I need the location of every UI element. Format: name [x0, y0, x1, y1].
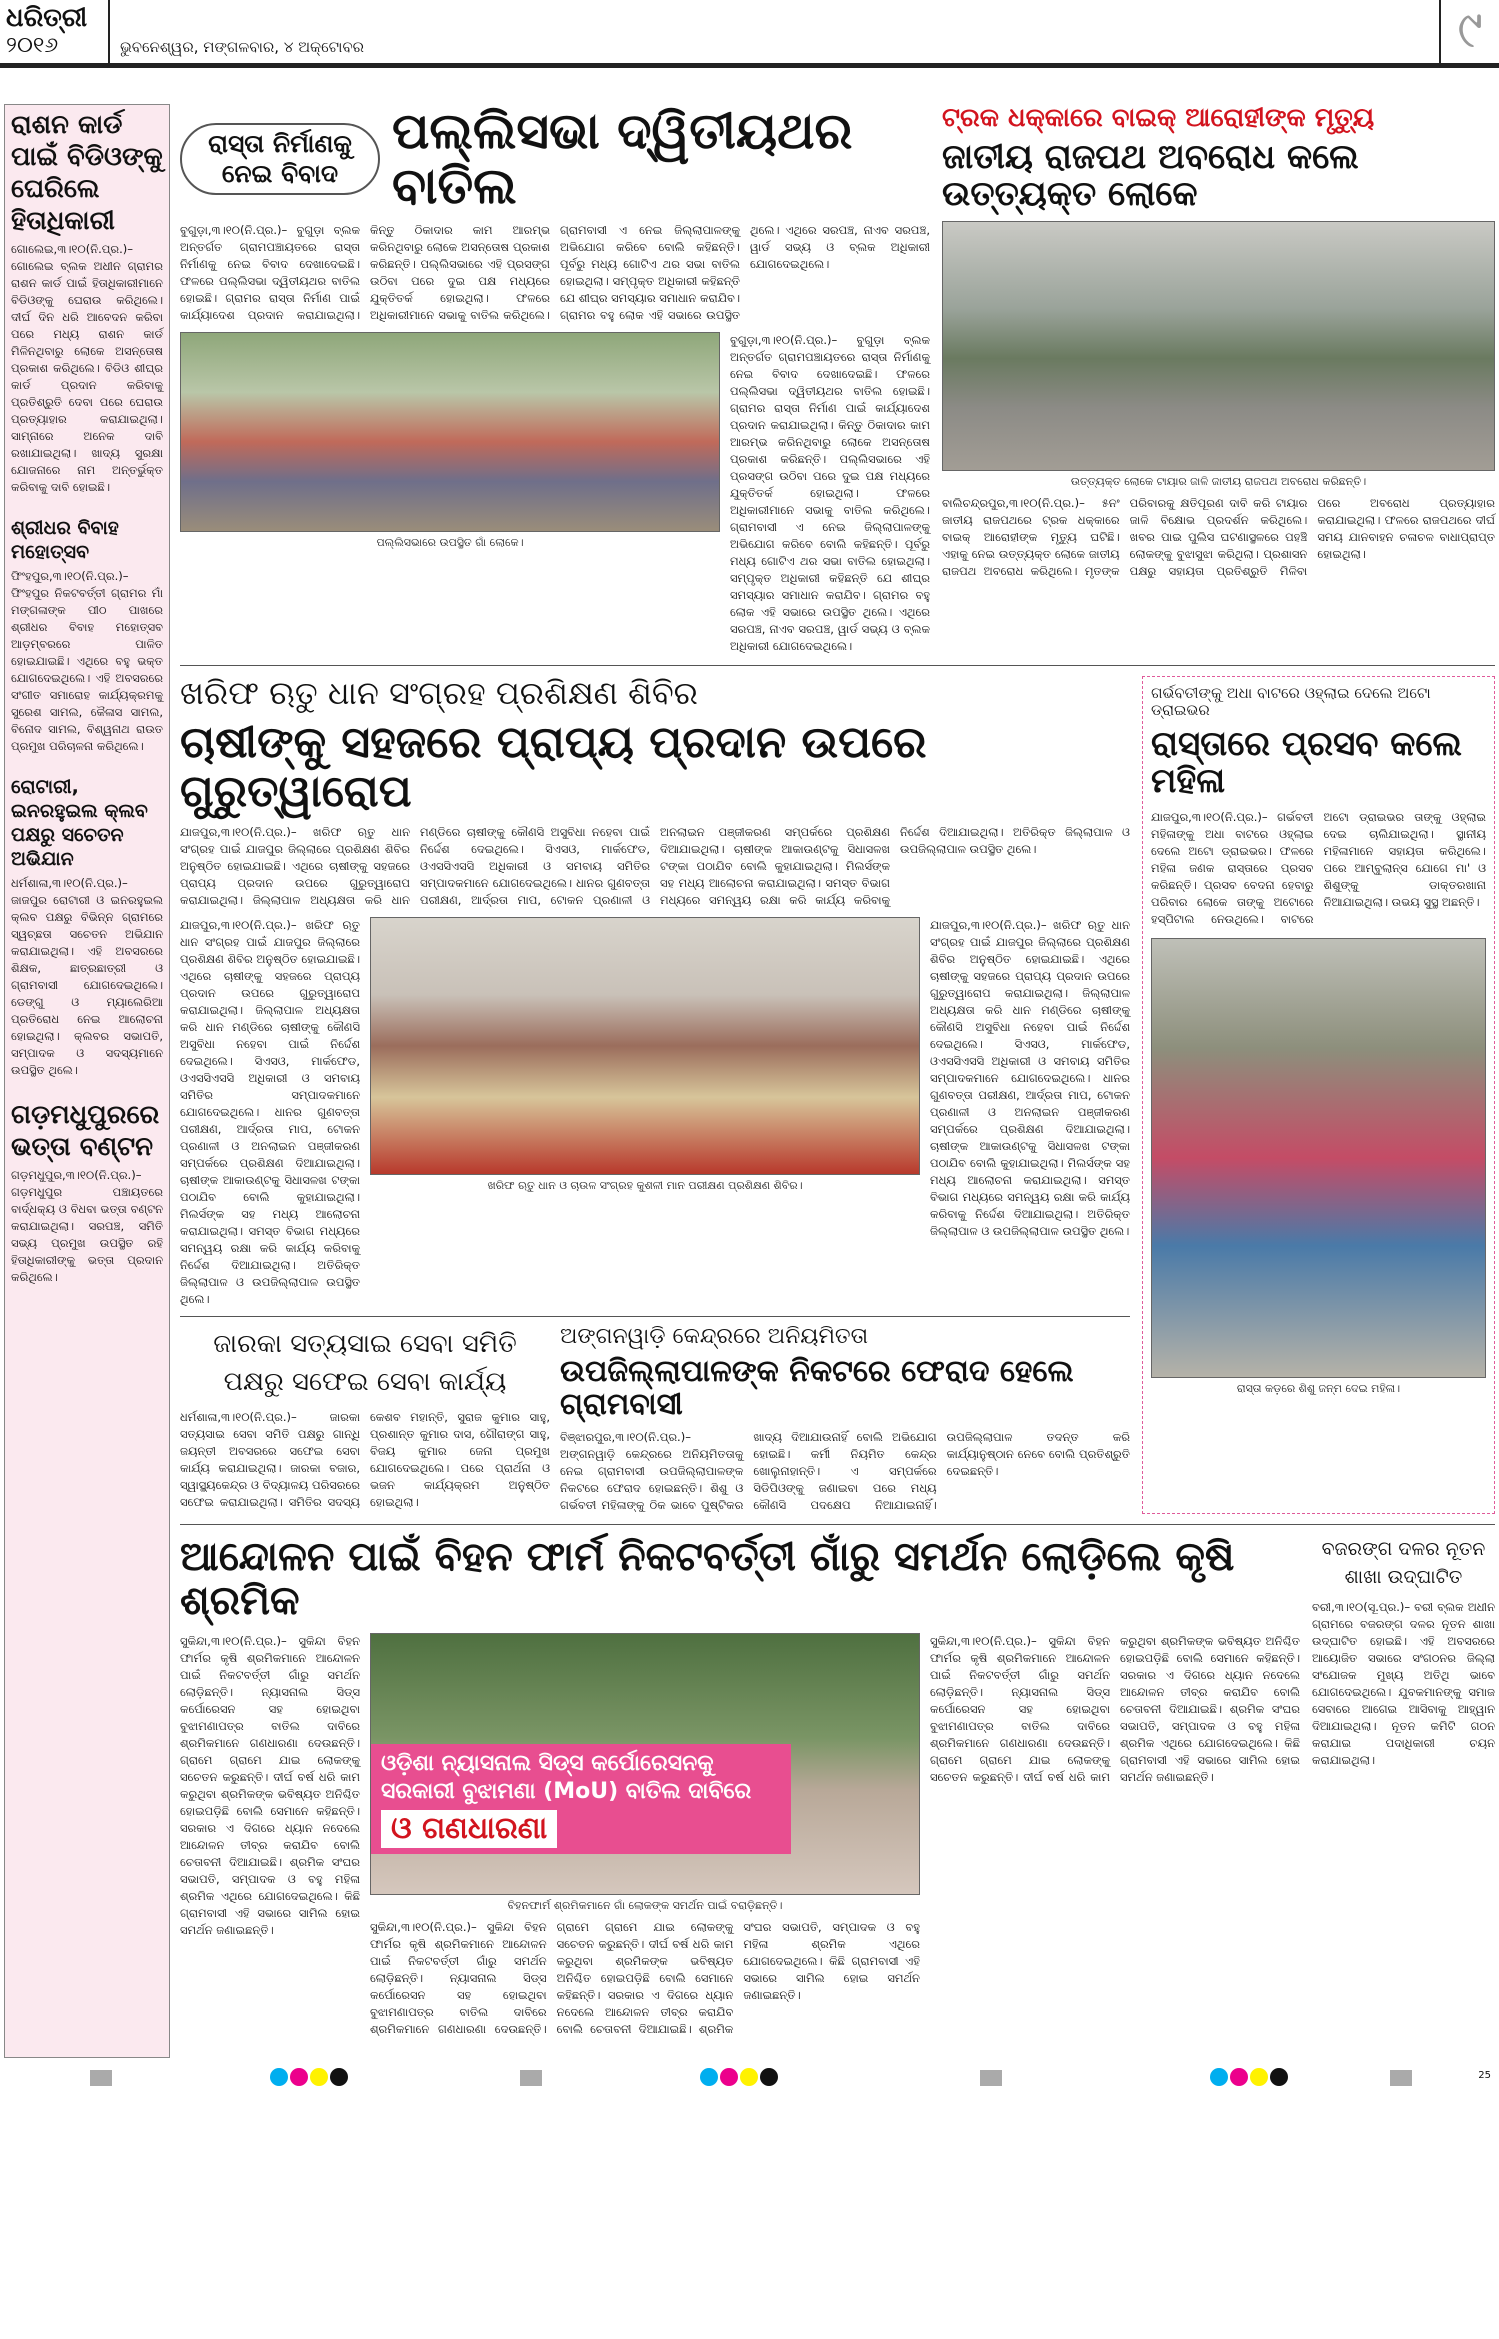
- story-body-cont: ସୁକିନ୍ଦା,୩।୧୦(ନି.ପ୍ର.)– ସୁକିନ୍ଦା ବିହନ ଫାର୍ମର କୃଷି ଶ୍ରମିକମାନେ ଆନ୍ଦୋଳନ ପାଇଁ ନିକଟବର୍ତ୍ତୀ ଗାଁରୁ ସମର୍ଥନ ଲୋଡ଼ିଛନ୍ତି। ନ୍ୟାସନାଲ ସିଡ୍‌ସ କର୍ପୋରେସନ ସହ ହୋଇଥିବା ବୁଝାମଣାପତ୍ର ବାତିଲ ଦାବିରେ ଶ୍ରମିକମାନେ ଗଣଧାରଣା ଦେଉଛନ୍ତି। ଗ୍ରାମେ ଗ୍ରାମେ ଯାଇ ଲୋକଙ୍କୁ ସଚେତନ କରୁଛନ୍ତି। ଦୀର୍ଘ ବର୍ଷ ଧରି କାମ କରୁଥିବା ଶ୍ରମିକଙ୍କ ଭବିଷ୍ୟତ ଅନିଶ୍ଚିତ ହୋଇପଡ଼ିଛି ବୋଲି ସେମାନେ କହିଛନ୍ତି। ସରକାର ଏ ଦିଗରେ ଧ୍ୟାନ ନଦେଲେ ଆନ୍ଦୋଳନ ତୀବ୍ର କରାଯିବ ବୋଲି ଚେତାବନୀ ଦିଆଯାଇଛି। ଶ୍ରମିକ ସଂଘର ସଭାପତି, ସମ୍ପାଦକ ଓ ବହୁ ମହିଳା ଶ୍ରମିକ ଏଥିରେ ଯୋଗଦେଇଥିଲେ। କିଛି ଗ୍ରାମବାସୀ ଏହି ସଭାରେ ସାମିଲ ହୋଇ ସମର୍ଥନ ଜଣାଇଛନ୍ତି।: [930, 1634, 1300, 1785]
- color-registration-mark: [1210, 2068, 1290, 2090]
- row-middle: [180, 676, 1495, 1525]
- story-body-cont: ଯାଜପୁର,୩।୧୦(ନି.ପ୍ର.)– ଖରିଫ ଋତୁ ଧାନ ସଂଗ୍ରହ ପାଇଁ ଯାଜପୁର ଜିଲ୍ଲାରେ ପ୍ରଶିକ୍ଷଣ ଶିବିର ଅନୁଷ୍ଠିତ ହୋଇଯାଇଛି। ଏଥିରେ ଚାଷୀଙ୍କୁ ସହଜରେ ପ୍ରାପ୍ୟ ପ୍ରଦାନ ଉପରେ ଗୁରୁତ୍ୱାରୋପ କରାଯାଇଥିଲା। ଜିଲ୍ଲାପାଳ ଅଧ୍ୟକ୍ଷତା କରି ଧାନ ମଣ୍ଡିରେ ଚାଷୀଙ୍କୁ କୌଣସି ଅସୁବିଧା ନହେବା ପାଇଁ ନିର୍ଦ୍ଦେଶ ଦେଇଥିଲେ। ସିଏସଓ, ମାର୍କଫେଡ, ଓଏସସିଏସସି ଅଧିକାରୀ ଓ ସମବାୟ ସମିତିର ସମ୍ପାଦକମାନେ ଯୋଗଦେଇଥିଲେ। ଧାନର ଗୁଣବତ୍ତା ପରୀକ୍ଷଣ, ଆର୍ଦ୍ରତା ମାପ, ଟୋକନ ପ୍ରଣାଳୀ ଓ ଅନଲାଇନ ପଞ୍ଜୀକରଣ ସମ୍ପର୍କରେ ପ୍ରଶିକ୍ଷଣ ଦିଆଯାଇଥିଲା। ଚାଷୀଙ୍କ ଆକାଉଣ୍ଟକୁ ସିଧାସଳଖ ଟଙ୍କା ପଠାଯିବ ବୋଲି କୁହାଯାଇଥିଲା। ମିଲର୍ସଙ୍କ ସହ ମଧ୍ୟ ଆଲୋଚନା କରାଯାଇଥିଲା। ସମସ୍ତ ବିଭାଗ ମଧ୍ୟରେ ସମନ୍ୱୟ ରକ୍ଷା କରି କାର୍ଯ୍ୟ କରିବାକୁ ନିର୍ଦ୍ଦେଶ ଦିଆଯାଇଥିଲା। ଅତିରିକ୍ତ ଜିଲ୍ଲାପାଳ ଓ ଉପଜିଲ୍ଲାପାଳ ଉପସ୍ଥିତ ଥିଲେ।: [930, 917, 1130, 1238]
- story-seed-farm: [180, 1535, 1300, 2038]
- sidebar-story-allowance: [5, 1095, 169, 1286]
- page-body: [0, 68, 1499, 2058]
- sidebar-story-ration: [5, 105, 169, 496]
- masthead-year: ୨୦୧୬: [6, 33, 59, 58]
- photo-caption: ପଲ୍ଲିସଭାରେ ଉପସ୍ଥିତ ଗାଁ ଲୋକେ।: [376, 536, 524, 549]
- story-body: ଯାଜପୁର,୩।୧୦(ନି.ପ୍ର.)– ଗର୍ଭବତୀ ମହିଳାଙ୍କୁ ଅଧା ବାଟରେ ଓହ୍ଲାଇ ଦେଲେ ଅଟୋ ଡ୍ରାଇଭର। ଫଳରେ ମହିଳା ଜଣକ ରାସ୍ତାରେ ପ୍ରସବ କରିଛନ୍ତି। ପ୍ରସବ ବେଦନା ହେବାରୁ ପରିବାର ଲୋକେ ତାଙ୍କୁ ଅଟୋରେ ହସ୍ପିଟାଲ ନେଉଥିଲେ। ବାଟରେ ଅଟୋ ଡ୍ରାଇଭର ତାଙ୍କୁ ଓହ୍ଲାଇ ଦେଇ ଚାଲିଯାଇଥିଲା। ସ୍ଥାନୀୟ ମହିଳାମାନେ ସହାୟତା କରିଥିଲେ। ପରେ ଆମ୍ବୁଲାନ୍ସ ଯୋଗେ ମା' ଓ ଶିଶୁଙ୍କୁ ଡାକ୍ତରଖାନା ନିଆଯାଇଥିଲା। ଉଭୟ ସୁସ୍ଥ ଅଛନ୍ତି।: [1151, 809, 1486, 926]
- print-registration-marks: [0, 2064, 1499, 2094]
- headline: ଶ୍ରୀଧର ବିବାହ ମହୋତ୍ସବ: [11, 517, 119, 563]
- headline: ରାଶନ କାର୍ଡ ପାଇଁ ବିଡିଓଙ୍କୁ ଘେରିଲେ ହିତାଧିକାରୀ: [11, 110, 163, 236]
- row-top: [180, 104, 1495, 666]
- story-body: ଗଡ଼ମଧୁପୁର,୩।୧୦(ନି.ପ୍ର.)– ଗଡ଼ମଧୁପୁର ପଞ୍ଚାୟତରେ ବାର୍ଦ୍ଧକ୍ୟ ଓ ବିଧବା ଭତ୍ତା ବଣ୍ଟନ କରାଯାଇଥିଲା। ସରପଞ୍ଚ, ସମିତି ସଭ୍ୟ ପ୍ରମୁଖ ଉପସ୍ଥିତ ରହି ହିତାଧିକାରୀଙ୍କୁ ଭତ୍ତା ପ୍ରଦାନ କରିଥିଲେ।: [11, 1168, 163, 1284]
- headline: ଉପଜିଲ୍ଲାପାଳଙ୍କ ନିକଟରେ ଫେରାଦ ହେଲେ ଗ୍ରାମବାସୀ: [560, 1354, 1074, 1423]
- banner-text: ଓ ଗଣଧାରଣା: [381, 1810, 557, 1848]
- dateline: ଭୁବନେଶ୍ୱର, ମଙ୍ଗଳବାର, ୪ ଅକ୍ଟୋବର: [120, 38, 365, 56]
- sidebar-story-sridhar: [5, 512, 169, 755]
- protest-banner: [371, 1744, 791, 1854]
- story-sai-seva: [180, 1325, 550, 1511]
- left-sidebar: [4, 104, 170, 2058]
- headline: ଚାଷୀଙ୍କୁ ସହଜରେ ପ୍ରାପ୍ୟ ପ୍ରଦାନ ଉପରେ ଗୁରୁତ୍ୱାରୋପ: [180, 717, 927, 817]
- photo-training-camp: [370, 917, 920, 1175]
- row-bottom: [180, 1535, 1495, 2048]
- story-body: ଗୋଲେଇ,୩।୧୦(ନି.ପ୍ର.)– ଗୋଲେଇ ବ୍ଲକ ଅଧୀନ ଗ୍ରାମର ରାଶନ କାର୍ଡ ପାଇଁ ହିତାଧିକାରୀମାନେ ବିଡିଓଙ୍କୁ ଘେରାଉ କରିଥିଲେ। ଦୀର୍ଘ ଦିନ ଧରି ଆବେଦନ କରିବା ପରେ ମଧ୍ୟ ରାଶନ କାର୍ଡ ମିଳିନଥିବାରୁ ଲୋକେ ଅସନ୍ତୋଷ ପ୍ରକାଶ କରିଥିଲେ। ବିଡିଓ ଶୀଘ୍ର କାର୍ଡ ପ୍ରଦାନ କରିବାକୁ ପ୍ରତିଶ୍ରୁତି ଦେବା ପରେ ଘେରାଉ ପ୍ରତ୍ୟାହାର କରାଯାଇଥିଲା। ସାମ୍ନାରେ ଅନେକ ଦାବି ରଖାଯାଇଥିଲା। ଖାଦ୍ୟ ସୁରକ୍ଷା ଯୋଜନାରେ ନାମ ଅନ୍ତର୍ଭୁକ୍ତ କରିବାକୁ ଦାବି ହୋଇଛି।: [11, 242, 163, 494]
- masthead-logo: [0, 0, 110, 63]
- headline: ଗଡ଼ମଧୁପୁରରେ ଭତ୍ତା ବଣ୍ଟନ: [11, 1100, 160, 1162]
- headline: ଜାତୀୟ ରାଜପଥ ଅବରୋଧ କଲେ ଉତ୍ତ୍ୟକ୍ତ ଲୋକେ: [942, 136, 1359, 214]
- middle-left: [180, 676, 1130, 1514]
- photo-caption: ଖରିଫ ଋତୁ ଧାନ ଓ ଚାଉଳ ସଂଗ୍ରହ କୁଶଳୀ ମାନ ପରୀକ୍ଷଣ ପ୍ରଶିକ୍ଷଣ ଶିବିର।: [487, 1178, 803, 1192]
- story-body: ବିଞ୍ଝାରପୁର,୩।୧୦(ନି.ପ୍ର.)– ଅଙ୍ଗନୱାଡ଼ି କେନ୍ଦ୍ରରେ ଅନିୟମିତତାକୁ ନେଇ ଗ୍ରାମବାସୀ ଉପଜିଲ୍ଲାପାଳଙ୍କ ନିକଟରେ ଫେରାଦ ହୋଇଛନ୍ତି। ଶିଶୁ ଓ ଗର୍ଭବତୀ ମହିଳାଙ୍କୁ ଠିକ ଭାବେ ପୁଷ୍ଟିକର ଖାଦ୍ୟ ଦିଆଯାଉନାହିଁ ବୋଲି ଅଭିଯୋଗ ହୋଇଛି। କର୍ମୀ ନିୟମିତ କେନ୍ଦ୍ର ଖୋଲୁନାହାନ୍ତି। ଏ ସମ୍ପର୍କରେ ସିଡିପିଓଙ୍କୁ ଜଣାଇବା ପରେ ମଧ୍ୟ କୌଣସି ପଦକ୍ଷେପ ନିଆଯାଇନାହିଁ। ଉପଜିଲ୍ଲାପାଳ ତଦନ୍ତ କରି କାର୍ଯ୍ୟାନୁଷ୍ଠାନ ନେବେ ବୋଲି ପ୍ରତିଶ୍ରୁତି ଦେଇଛନ୍ତି।: [560, 1430, 1130, 1513]
- masthead: [0, 0, 1499, 68]
- story-body-cont: ସୁକିନ୍ଦା,୩।୧୦(ନି.ପ୍ର.)– ସୁକିନ୍ଦା ବିହନ ଫାର୍ମର କୃଷି ଶ୍ରମିକମାନେ ଆନ୍ଦୋଳନ ପାଇଁ ନିକଟବର୍ତ୍ତୀ ଗାଁରୁ ସମର୍ଥନ ଲୋଡ଼ିଛନ୍ତି। ନ୍ୟାସନାଲ ସିଡ୍‌ସ କର୍ପୋରେସନ ସହ ହୋଇଥିବା ବୁଝାମଣାପତ୍ର ବାତିଲ ଦାବିରେ ଶ୍ରମିକମାନେ ଗଣଧାରଣା ଦେଉଛନ୍ତି। ଗ୍ରାମେ ଗ୍ରାମେ ଯାଇ ଲୋକଙ୍କୁ ସଚେତନ କରୁଛନ୍ତି। ଦୀର୍ଘ ବର୍ଷ ଧରି କାମ କରୁଥିବା ଶ୍ରମିକଙ୍କ ଭବିଷ୍ୟତ ଅନିଶ୍ଚିତ ହୋଇପଡ଼ିଛି ବୋଲି ସେମାନେ କହିଛନ୍ତି। ସରକାର ଏ ଦିଗରେ ଧ୍ୟାନ ନଦେଲେ ଆନ୍ଦୋଳନ ତୀବ୍ର କରାଯିବ ବୋଲି ଚେତାବନୀ ଦିଆଯାଇଛି। ଶ୍ରମିକ ସଂଘର ସଭାପତି, ସମ୍ପାଦକ ଓ ବହୁ ମହିଳା ଶ୍ରମିକ ଏଥିରେ ଯୋଗଦେଇଥିଲେ। କିଛି ଗ୍ରାମବାସୀ ଏହି ସଭାରେ ସାମିଲ ହୋଇ ସମର୍ଥନ ଜଣାଇଛନ୍ତି।: [370, 1920, 920, 2037]
- sidebar-story-rotary: [5, 771, 169, 1079]
- story-body: ଧର୍ମଶାଳା,୩।୧୦(ନି.ପ୍ର.)– ଜାଜପୁର ରୋଟାରୀ ଓ ଇନରହୁଇଲ କ୍ଲବ ପକ୍ଷରୁ ବିଭିନ୍ନ ଗ୍ରାମରେ ସ୍ୱଚ୍ଛତା ସଚେତନ ଅଭିଯାନ କରାଯାଇଥିଲା। ଏହି ଅବସରରେ ଶିକ୍ଷକ, ଛାତ୍ରଛାତ୍ରୀ ଓ ଗ୍ରାମବାସୀ ଯୋଗଦେଇଥିଲେ। ଡେଙ୍ଗୁ ଓ ମ୍ୟାଲେରିଆ ପ୍ରତିରୋଧ ନେଇ ଆଲୋଚନା ହୋଇଥିଲା। କ୍ଲବର ସଭାପତି, ସମ୍ପାଦକ ଓ ସଦସ୍ୟମାନେ ଉପସ୍ଥିତ ଥିଲେ।: [11, 876, 163, 1077]
- story-body: ବାଲିଚନ୍ଦ୍ରପୁର,୩।୧୦(ନି.ପ୍ର.)– ୫ନଂ ଜାତୀୟ ରାଜପଥରେ ଟ୍ରକ ଧକ୍କାରେ ବାଇକ୍ ଆରୋହୀଙ୍କ ମୃତ୍ୟୁ ଘଟିଛି। ଏହାକୁ ନେଇ ଉତ୍ତ୍ୟକ୍ତ ଲୋକେ ଜାତୀୟ ରାଜପଥ ଅବରୋଧ କରିଥିଲେ। ମୃତଙ୍କ ପରିବାରକୁ କ୍ଷତିପୂରଣ ଦାବି କରି ଟାୟାର ଜାଳି ବିକ୍ଷୋଭ ପ୍ରଦର୍ଶନ କରିଥିଲେ। ଖବର ପାଇ ପୁଲିସ ଘଟଣାସ୍ଥଳରେ ପହଞ୍ଚି ଲୋକଙ୍କୁ ବୁଝାସୁଝା କରିଥିଲା। ପ୍ରଶାସନ ପକ୍ଷରୁ ସହାୟତା ପ୍ରତିଶ୍ରୁତି ମିଳିବା ପରେ ଅବରୋଧ ପ୍ରତ୍ୟାହାର କରାଯାଇଥିଲା। ଫଳରେ ରାଜପଥରେ ଦୀର୍ଘ ସମୟ ଯାନବାହନ ଚଳାଚଳ ବାଧାପ୍ରାପ୍ତ ହୋଇଥିଲା।: [942, 496, 1495, 579]
- headline: ବଜରଙ୍ଗ ଦଳର ନୂତନ ଶାଖା ଉଦ୍‌ଘାଟିତ: [1321, 1538, 1486, 1589]
- story-kicker: ଟ୍ରକ ଧକ୍କାରେ ବାଇକ୍ ଆରୋହୀଙ୍କ ମୃତ୍ୟୁ: [942, 103, 1375, 133]
- grey-mark: [1390, 2070, 1412, 2086]
- headline: ରାସ୍ତାରେ ପ୍ରସବ କଲେ ମହିଳା: [1151, 724, 1463, 802]
- color-registration-mark: [270, 2068, 350, 2090]
- story-body: ବରୀ,୩।୧୦(ସୂ.ପ୍ର.)– ବରୀ ବ୍ଲକ ଅଧୀନ ଗ୍ରାମରେ ବଜରଙ୍ଗ ଦଳର ନୂତନ ଶାଖା ଉଦ୍‌ଘାଟିତ ହୋଇଛି। ଏହି ଅବସରରେ ଆୟୋଜିତ ସଭାରେ ସଂଗଠନର ଜିଲ୍ଲା ସଂଯୋଜକ ମୁଖ୍ୟ ଅତିଥି ଭାବେ ଯୋଗଦେଇଥିଲେ। ଯୁବକମାନଙ୍କୁ ସମାଜ ସେବାରେ ଆଗେଇ ଆସିବାକୁ ଆହ୍ୱାନ ଦିଆଯାଇଥିଲା। ନୂତନ କମିଟି ଗଠନ କରାଯାଇ ପଦାଧିକାରୀ ଚୟନ କରାଯାଇଥିଲା।: [1312, 1600, 1495, 1768]
- page-number: ୯: [1439, 0, 1499, 63]
- photo-roadside-birth: [1151, 938, 1486, 1378]
- footer-page: 25: [1478, 2070, 1491, 2082]
- story-body: ଧର୍ମଶାଳା,୩।୧୦(ନି.ପ୍ର.)– ଜାରକା ସତ୍ୟସାଇ ସେବା ସମିତି ପକ୍ଷରୁ ଗାନ୍ଧି ଜୟନ୍ତୀ ଅବସରରେ ସଫେଇ ସେବା କାର୍ଯ୍ୟ କରାଯାଇଥିଲା। ଜାରକା ବଜାର, ସ୍ୱାସ୍ଥ୍ୟକେନ୍ଦ୍ର ଓ ବିଦ୍ୟାଳୟ ପରିସରରେ ସଫେଇ କରାଯାଇଥିଲା। ସମିତିର ସଦସ୍ୟ କେଶବ ମହାନ୍ତି, ସୁରାଜ କୁମାର ସାହୁ, ପ୍ରଶାନ୍ତ କୁମାର ଦାସ, ଗୌରାଙ୍ଗ ସାହୁ, ବିଜୟ କୁମାର ଜେନା ପ୍ରମୁଖ ଯୋଗଦେଇଥିଲେ। ପରେ ପ୍ରାର୍ଥନା ଓ ଭଜନ କାର୍ଯ୍ୟକ୍ରମ ଅନୁଷ୍ଠିତ ହୋଇଥିଲା।: [180, 1409, 550, 1509]
- logo-text: ଧରିତ୍ରୀ: [6, 3, 88, 33]
- story-body: ବୁଗୁଡ଼ା,୩।୧୦(ନି.ପ୍ର.)– ବୁଗୁଡ଼ା ବ୍ଲକ ଅନ୍ତର୍ଗତ ଗ୍ରାମପଞ୍ଚାୟତରେ ରାସ୍ତା ନିର୍ମାଣକୁ ନେଇ ବିବାଦ ଦେଖାଦେଇଛି। ଫଳରେ ପଲ୍ଲିସଭା ଦ୍ୱିତୀୟଥର ବାତିଲ ହୋଇଛି। ଗ୍ରାମର ରାସ୍ତା ନିର୍ମାଣ ପାଇଁ କାର୍ଯ୍ୟାଦେଶ ପ୍ରଦାନ କରାଯାଇଥିଲା। କିନ୍ତୁ ଠିକାଦାର କାମ ଆରମ୍ଭ କରିନଥିବାରୁ ଲୋକେ ଅସନ୍ତୋଷ ପ୍ରକାଶ କରିଛନ୍ତି। ପଲ୍ଲିସଭାରେ ଏହି ପ୍ରସଙ୍ଗ ଉଠିବା ପରେ ଦୁଇ ପକ୍ଷ ମଧ୍ୟରେ ଯୁକ୍ତିତର୍କ ହୋଇଥିଲା। ଫଳରେ ଅଧିକାରୀମାନେ ସଭାକୁ ବାତିଲ କରିଥିଲେ। ଗ୍ରାମବାସୀ ଏ ନେଇ ଜିଲ୍ଲାପାଳଙ୍କୁ ଅଭିଯୋଗ କରିବେ ବୋଲି କହିଛନ୍ତି। ପୂର୍ବରୁ ମଧ୍ୟ ଗୋଟିଏ ଥର ସଭା ବାତିଲ ହୋଇଥିଲା। ସମ୍ପୃକ୍ତ ଅଧିକାରୀ କହିଛନ୍ତି ଯେ ଶୀଘ୍ର ସମସ୍ୟାର ସମାଧାନ କରାଯିବ। ଗ୍ରାମର ବହୁ ଲୋକ ଏହି ସଭାରେ ଉପସ୍ଥିତ ଥିଲେ। ଏଥିରେ ସରପଞ୍ଚ, ନାଏବ ସରପଞ୍ଚ, ୱାର୍ଡ ସଭ୍ୟ ଓ ବ୍ଲକ ଅଧିକାରୀ ଯୋଗଦେଇଥିଲେ।: [180, 223, 930, 322]
- main-content: [180, 104, 1495, 2058]
- story-kicker: ଖରିଫ ଋତୁ ଧାନ ସଂଗ୍ରହ ପ୍ରଶିକ୍ଷଣ ଶିବିର: [180, 674, 698, 712]
- story-highway-blockade: [942, 104, 1495, 655]
- story-bajrang-dal: [1312, 1535, 1495, 2038]
- headline: ଆନ୍ଦୋଳନ ପାଇଁ ବିହନ ଫାର୍ମ ନିକଟବର୍ତ୍ତୀ ଗାଁରୁ ସମର୍ଥନ ଲୋଡ଼ିଲେ କୃଷି ଶ୍ରମିକ: [180, 1534, 1235, 1625]
- grey-mark: [90, 2070, 112, 2086]
- photo-caption: ବିହନଫାର୍ମ ଶ୍ରମିକମାନେ ଗାଁ ଲୋକଙ୍କ ସମର୍ଥନ ପାଇଁ ବରାଡ଼ିଛନ୍ତି।: [507, 1899, 783, 1913]
- story-kicker: ରାସ୍ତା ନିର୍ମାଣକୁ ନେଇ ବିବାଦ: [180, 123, 380, 195]
- row-lower-stories: [180, 1325, 1130, 1514]
- story-paddy-training: [180, 676, 1130, 1317]
- headline: ଜାରକା ସତ୍ୟସାଇ ସେବା ସମିତି ପକ୍ଷରୁ ସଫେଇ ସେବା କାର୍ଯ୍ୟ: [213, 1328, 517, 1397]
- grey-mark: [520, 2070, 542, 2086]
- color-registration-mark: [700, 2068, 780, 2090]
- banner-text: ଓଡ଼ିଶା ନ୍ୟାସନାଲ ସିଡ୍‌ସ କର୍ପୋରେସନକୁ: [381, 1751, 714, 1777]
- photo-caption: ରାସ୍ତା କଡ଼ରେ ଶିଶୁ ଜନ୍ମ ଦେଇ ମହିଳା।: [1236, 1381, 1401, 1395]
- story-body-cont: ଯାଜପୁର,୩।୧୦(ନି.ପ୍ର.)– ଖରିଫ ଋତୁ ଧାନ ସଂଗ୍ରହ ପାଇଁ ଯାଜପୁର ଜିଲ୍ଲାରେ ପ୍ରଶିକ୍ଷଣ ଶିବିର ଅନୁଷ୍ଠିତ ହୋଇଯାଇଛି। ଏଥିରେ ଚାଷୀଙ୍କୁ ସହଜରେ ପ୍ରାପ୍ୟ ପ୍ରଦାନ ଉପରେ ଗୁରୁତ୍ୱାରୋପ କରାଯାଇଥିଲା। ଜିଲ୍ଲାପାଳ ଅଧ୍ୟକ୍ଷତା କରି ଧାନ ମଣ୍ଡିରେ ଚାଷୀଙ୍କୁ କୌଣସି ଅସୁବିଧା ନହେବା ପାଇଁ ନିର୍ଦ୍ଦେଶ ଦେଇଥିଲେ। ସିଏସଓ, ମାର୍କଫେଡ, ଓଏସସିଏସସି ଅଧିକାରୀ ଓ ସମବାୟ ସମିତିର ସମ୍ପାଦକମାନେ ଯୋଗଦେଇଥିଲେ। ଧାନର ଗୁଣବତ୍ତା ପରୀକ୍ଷଣ, ଆର୍ଦ୍ରତା ମାପ, ଟୋକନ ପ୍ରଣାଳୀ ଓ ଅନଲାଇନ ପଞ୍ଜୀକରଣ ସମ୍ପର୍କରେ ପ୍ରଶିକ୍ଷଣ ଦିଆଯାଇଥିଲା। ଚାଷୀଙ୍କ ଆକାଉଣ୍ଟକୁ ସିଧାସଳଖ ଟଙ୍କା ପଠାଯିବ ବୋଲି କୁହାଯାଇଥିଲା। ମିଲର୍ସଙ୍କ ସହ ମଧ୍ୟ ଆଲୋଚନା କରାଯାଇଥିଲା। ସମସ୍ତ ବିଭାଗ ମଧ୍ୟରେ ସମନ୍ୱୟ ରକ୍ଷା କରି କାର୍ଯ୍ୟ କରିବାକୁ ନିର୍ଦ୍ଦେଶ ଦିଆଯାଇଥିଲା। ଅତିରିକ୍ତ ଜିଲ୍ଲାପାଳ ଓ ଉପଜିଲ୍ଲାପାଳ ଉପସ୍ଥିତ ଥିଲେ।: [180, 917, 360, 1306]
- boxed-story-roadside-birth: [1142, 676, 1495, 1514]
- story-body: ଯାଜପୁର,୩।୧୦(ନି.ପ୍ର.)– ଖରିଫ ଋତୁ ଧାନ ସଂଗ୍ରହ ପାଇଁ ଯାଜପୁର ଜିଲ୍ଲାରେ ପ୍ରଶିକ୍ଷଣ ଶିବିର ଅନୁଷ୍ଠିତ ହୋଇଯାଇଛି। ଏଥିରେ ଚାଷୀଙ୍କୁ ସହଜରେ ପ୍ରାପ୍ୟ ପ୍ରଦାନ ଉପରେ ଗୁରୁତ୍ୱାରୋପ କରାଯାଇଥିଲା। ଜିଲ୍ଲାପାଳ ଅଧ୍ୟକ୍ଷତା କରି ଧାନ ମଣ୍ଡିରେ ଚାଷୀଙ୍କୁ କୌଣସି ଅସୁବିଧା ନହେବା ପାଇଁ ନିର୍ଦ୍ଦେଶ ଦେଇଥିଲେ। ସିଏସଓ, ମାର୍କଫେଡ, ଓଏସସିଏସସି ଅଧିକାରୀ ଓ ସମବାୟ ସମିତିର ସମ୍ପାଦକମାନେ ଯୋଗଦେଇଥିଲେ। ଧାନର ଗୁଣବତ୍ତା ପରୀକ୍ଷଣ, ଆର୍ଦ୍ରତା ମାପ, ଟୋକନ ପ୍ରଣାଳୀ ଓ ଅନଲାଇନ ପଞ୍ଜୀକରଣ ସମ୍ପର୍କରେ ପ୍ରଶିକ୍ଷଣ ଦିଆଯାଇଥିଲା। ଚାଷୀଙ୍କ ଆକାଉଣ୍ଟକୁ ସିଧାସଳଖ ଟଙ୍କା ପଠାଯିବ ବୋଲି କୁହାଯାଇଥିଲା। ମିଲର୍ସଙ୍କ ସହ ମଧ୍ୟ ଆଲୋଚନା କରାଯାଇଥିଲା। ସମସ୍ତ ବିଭାଗ ମଧ୍ୟରେ ସମନ୍ୱୟ ରକ୍ଷା କରି କାର୍ଯ୍ୟ କରିବାକୁ ନିର୍ଦ୍ଦେଶ ଦିଆଯାଇଥିଲା। ଅତିରିକ୍ତ ଜିଲ୍ଲାପାଳ ଓ ଉପଜିଲ୍ଲାପାଳ ଉପସ୍ଥିତ ଥିଲେ।: [180, 824, 1130, 907]
- photo-caption: ଉତ୍ତ୍ୟକ୍ତ ଲୋକେ ଟାୟାର ଜାଳି ଜାତୀୟ ରାଜପଥ ଅବରୋଧ କରିଛନ୍ତି।: [1070, 475, 1367, 489]
- banner-text: ସରକାରୀ ବୁଝାମଣା (MoU) ବାତିଲ ଦାବିରେ: [381, 1779, 752, 1805]
- photo-seed-farm-workers: [370, 1633, 920, 1895]
- story-body: ଫିଂହପୁର,୩।୧୦(ନି.ପ୍ର.)– ଫିଂହପୁର ନିକଟବର୍ତ୍ତୀ ଗ୍ରାମର ମାଁ ମଙ୍ଗଳାଙ୍କ ପୀଠ ପାଖରେ ଶ୍ରୀଧର ବିବାହ ମହୋତ୍ସବ ଆଡ଼ମ୍ବରରେ ପାଳିତ ହୋଇଯାଇଛି। ଏଥିରେ ବହୁ ଭକ୍ତ ଯୋଗଦେଇଥିଲେ। ଏହି ଅବସରରେ ସଂଗୀତ ସମାରୋହ କାର୍ଯ୍ୟକ୍ରମକୁ ସୁରେଶ ସାମଲ, କୈଳାସ ସାମଲ, ବିନୋଦ ସାମଲ, ବିଶ୍ୱନାଥ ରାଉତ ପ୍ରମୁଖ ପରିଚାଳନା କରିଥିଲେ।: [11, 569, 163, 753]
- headline: ରୋଟାରୀ, ଇନରହୁଇଲ କ୍ଲବ ପକ୍ଷରୁ ସଚେତନ ଅଭିଯାନ: [11, 776, 148, 870]
- photo-palli-sabha: [180, 332, 720, 532]
- main-headline: ପଲ୍ଲିସଭା ଦ୍ୱିତୀୟଥର ବାତିଲ: [392, 102, 853, 215]
- story-kicker: ଅଙ୍ଗନୱାଡ଼ି କେନ୍ଦ୍ରରେ ଅନିୟମିତତା: [560, 1323, 869, 1349]
- story-body: ସୁକିନ୍ଦା,୩।୧୦(ନି.ପ୍ର.)– ସୁକିନ୍ଦା ବିହନ ଫାର୍ମର କୃଷି ଶ୍ରମିକମାନେ ଆନ୍ଦୋଳନ ପାଇଁ ନିକଟବର୍ତ୍ତୀ ଗାଁରୁ ସମର୍ଥନ ଲୋଡ଼ିଛନ୍ତି। ନ୍ୟାସନାଲ ସିଡ୍‌ସ କର୍ପୋରେସନ ସହ ହୋଇଥିବା ବୁଝାମଣାପତ୍ର ବାତିଲ ଦାବିରେ ଶ୍ରମିକମାନେ ଗଣଧାରଣା ଦେଉଛନ୍ତି। ଗ୍ରାମେ ଗ୍ରାମେ ଯାଇ ଲୋକଙ୍କୁ ସଚେତନ କରୁଛନ୍ତି। ଦୀର୍ଘ ବର୍ଷ ଧରି କାମ କରୁଥିବା ଶ୍ରମିକଙ୍କ ଭବିଷ୍ୟତ ଅନିଶ୍ଚିତ ହୋଇପଡ଼ିଛି ବୋଲି ସେମାନେ କହିଛନ୍ତି। ସରକାର ଏ ଦିଗରେ ଧ୍ୟାନ ନଦେଲେ ଆନ୍ଦୋଳନ ତୀବ୍ର କରାଯିବ ବୋଲି ଚେତାବନୀ ଦିଆଯାଇଛି। ଶ୍ରମିକ ସଂଘର ସଭାପତି, ସମ୍ପାଦକ ଓ ବହୁ ମହିଳା ଶ୍ରମିକ ଏଥିରେ ଯୋଗଦେଇଥିଲେ। କିଛି ଗ୍ରାମବାସୀ ଏହି ସଭାରେ ସାମିଲ ହୋଇ ସମର୍ଥନ ଜଣାଇଛନ୍ତି।: [180, 1634, 360, 1938]
- story-palli-sabha: [180, 104, 930, 655]
- photo-highway-blockade: [942, 221, 1495, 471]
- story-kicker: ଗର୍ଭବତୀଙ୍କୁ ଅଧା ବାଟରେ ଓହ୍ଲାଇ ଦେଲେ ଅଟୋ ଡ୍ରାଇଭର: [1151, 684, 1431, 719]
- story-anganwadi: [560, 1325, 1130, 1514]
- grey-mark: [980, 2070, 1002, 2086]
- story-body-cont: ବୁଗୁଡ଼ା,୩।୧୦(ନି.ପ୍ର.)– ବୁଗୁଡ଼ା ବ୍ଲକ ଅନ୍ତର୍ଗତ ଗ୍ରାମପଞ୍ଚାୟତରେ ରାସ୍ତା ନିର୍ମାଣକୁ ନେଇ ବିବାଦ ଦେଖାଦେଇଛି। ଫଳରେ ପଲ୍ଲିସଭା ଦ୍ୱିତୀୟଥର ବାତିଲ ହୋଇଛି। ଗ୍ରାମର ରାସ୍ତା ନିର୍ମାଣ ପାଇଁ କାର୍ଯ୍ୟାଦେଶ ପ୍ରଦାନ କରାଯାଇଥିଲା। କିନ୍ତୁ ଠିକାଦାର କାମ ଆରମ୍ଭ କରିନଥିବାରୁ ଲୋକେ ଅସନ୍ତୋଷ ପ୍ରକାଶ କରିଛନ୍ତି। ପଲ୍ଲିସଭାରେ ଏହି ପ୍ରସଙ୍ଗ ଉଠିବା ପରେ ଦୁଇ ପକ୍ଷ ମଧ୍ୟରେ ଯୁକ୍ତିତର୍କ ହୋଇଥିଲା। ଫଳରେ ଅଧିକାରୀମାନେ ସଭାକୁ ବାତିଲ କରିଥିଲେ। ଗ୍ରାମବାସୀ ଏ ନେଇ ଜିଲ୍ଲାପାଳଙ୍କୁ ଅଭିଯୋଗ କରିବେ ବୋଲି କହିଛନ୍ତି। ପୂର୍ବରୁ ମଧ୍ୟ ଗୋଟିଏ ଥର ସଭା ବାତିଲ ହୋଇଥିଲା। ସମ୍ପୃକ୍ତ ଅଧିକାରୀ କହିଛନ୍ତି ଯେ ଶୀଘ୍ର ସମସ୍ୟାର ସମାଧାନ କରାଯିବ। ଗ୍ରାମର ବହୁ ଲୋକ ଏହି ସଭାରେ ଉପସ୍ଥିତ ଥିଲେ। ଏଥିରେ ସରପଞ୍ଚ, ନାଏବ ସରପଞ୍ଚ, ୱାର୍ଡ ସଭ୍ୟ ଓ ବ୍ଲକ ଅଧିକାରୀ ଯୋଗଦେଇଥିଲେ।: [730, 333, 930, 653]
